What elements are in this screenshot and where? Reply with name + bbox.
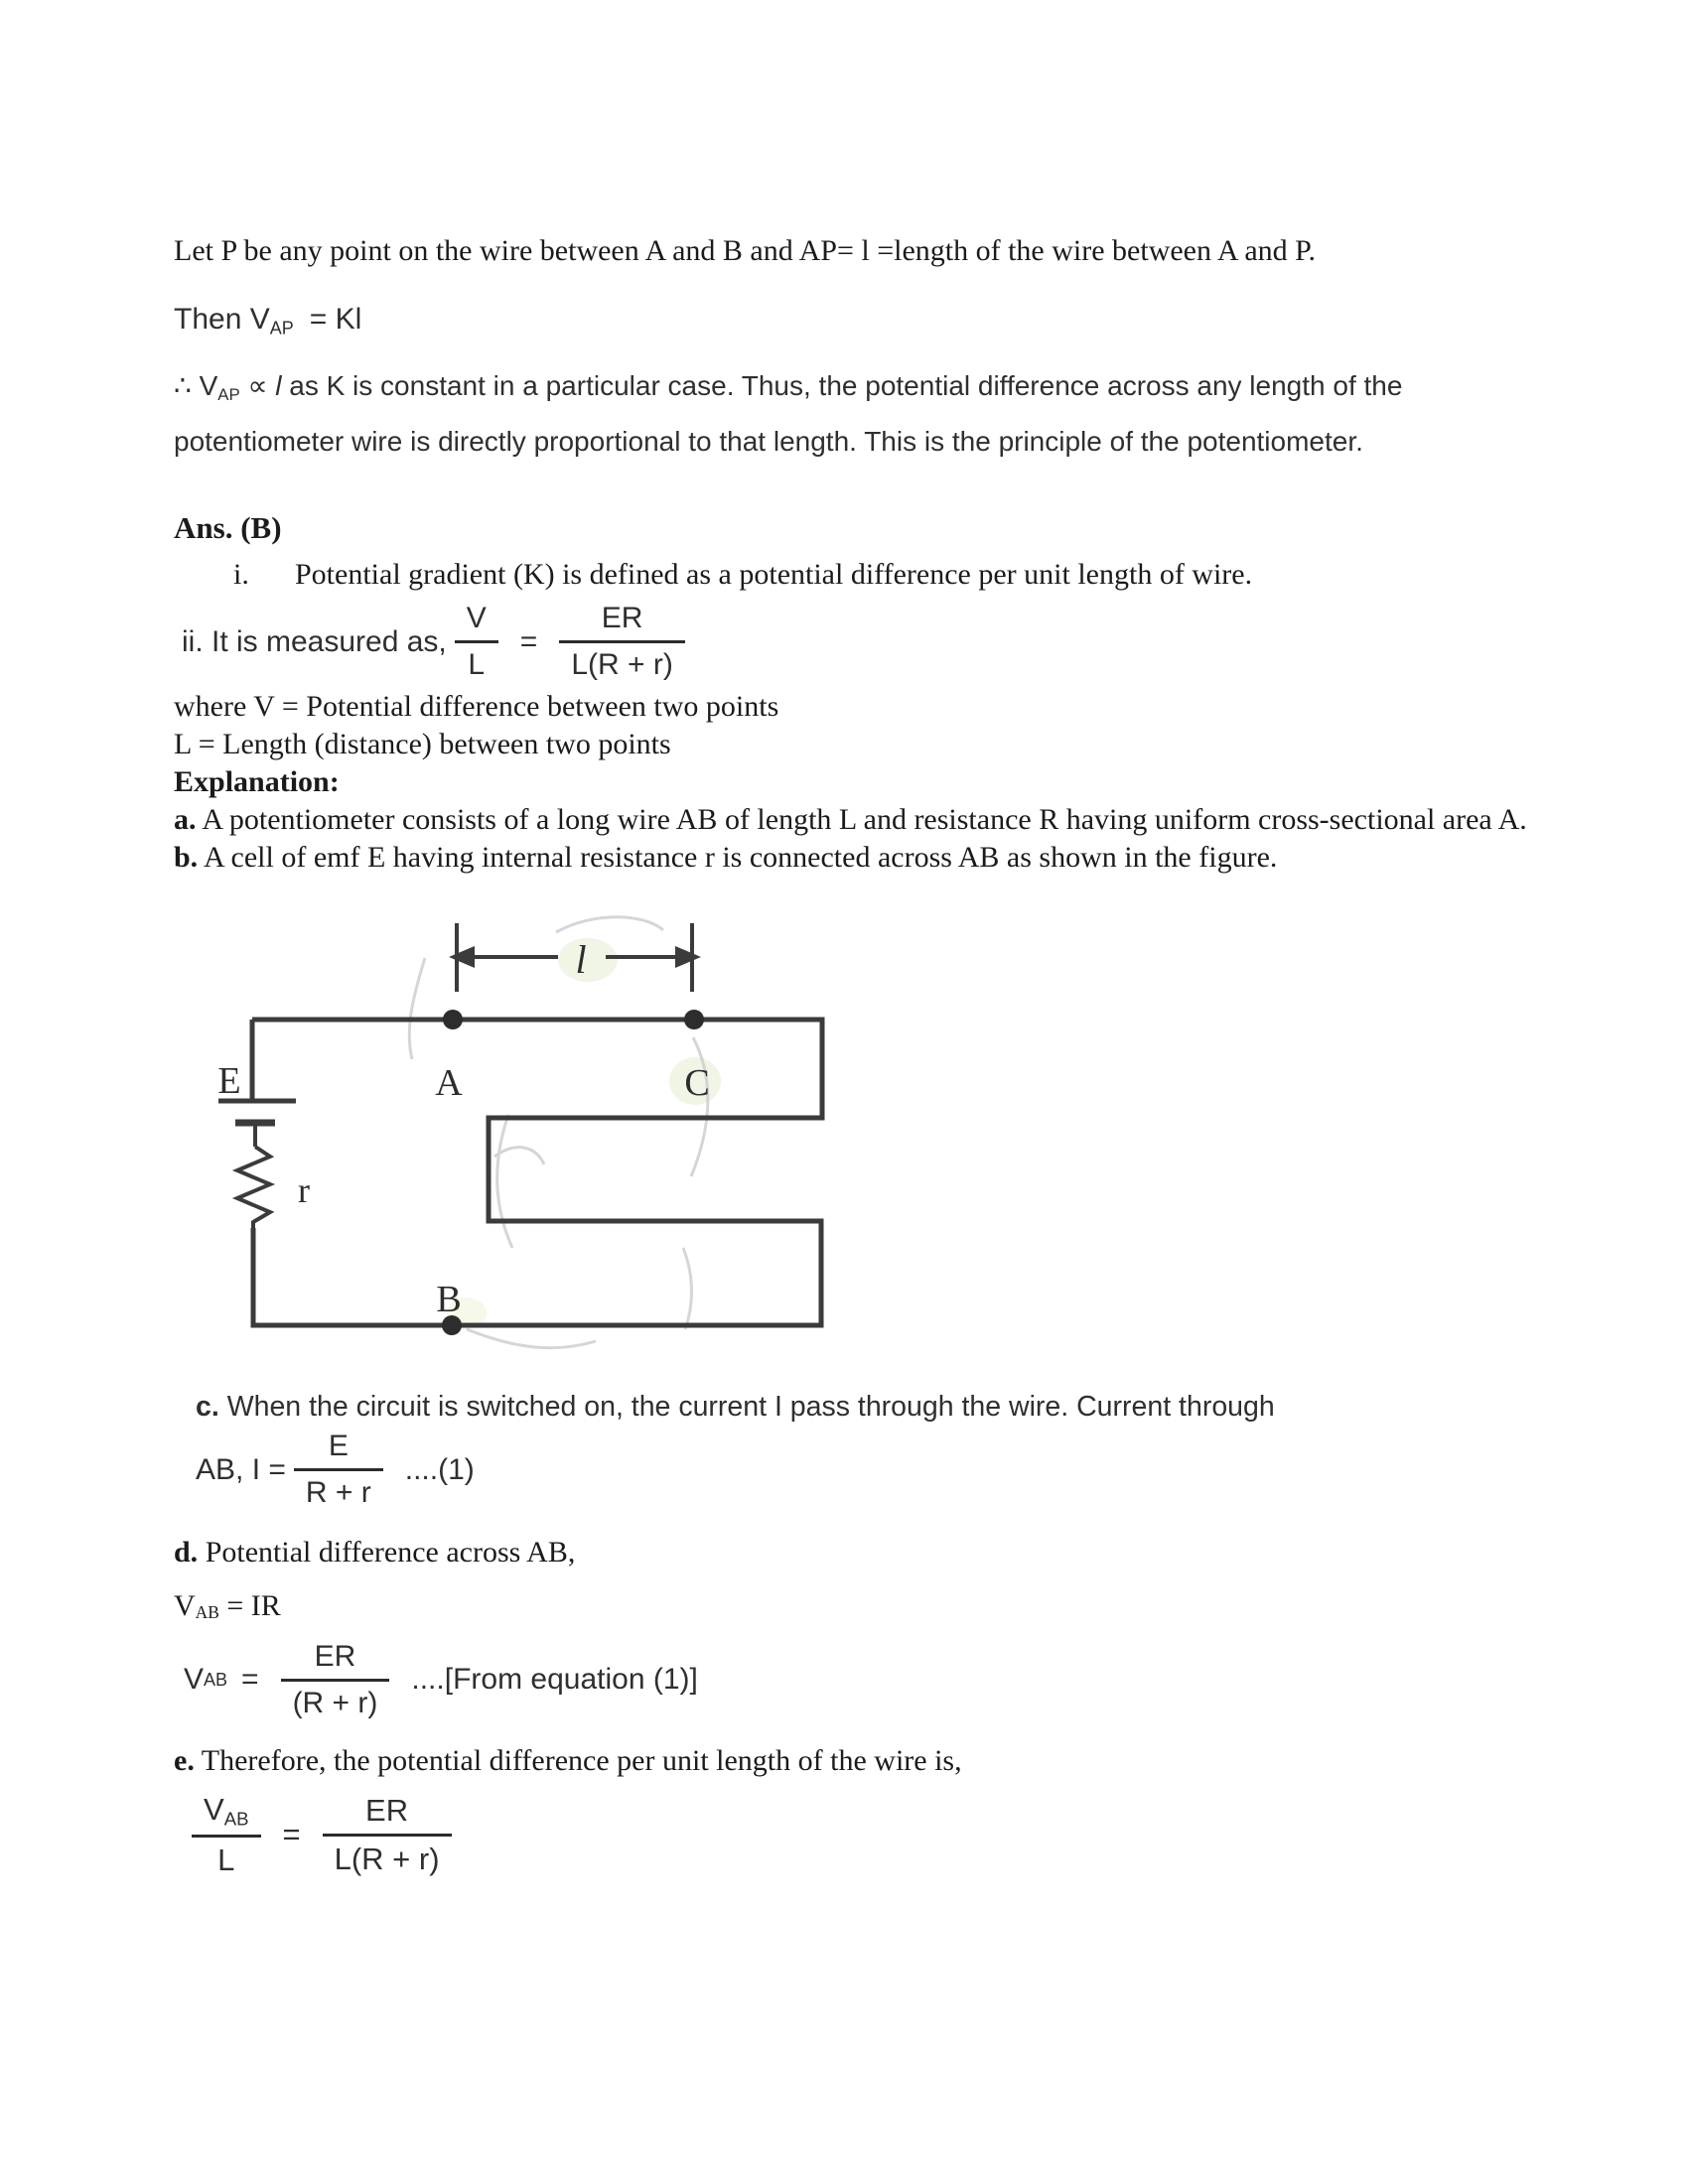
item-e-text: Therefore, the potential difference per unit length of the wire is, xyxy=(194,1743,962,1777)
item-c-marker: c. xyxy=(196,1391,219,1424)
resistor-zigzag xyxy=(237,1147,270,1228)
potentiometer-wire xyxy=(252,1020,822,1325)
fraction-er-over-lrr xyxy=(323,1793,452,1877)
item-a-text: A potentiometer consists of a long wire AB of length L and resistance R having uniform cross-sectional area A. xyxy=(196,803,1527,837)
then-pre: Then V xyxy=(174,303,270,336)
fraction-numerator: V xyxy=(466,602,487,635)
therefore-paragraph xyxy=(174,362,1529,465)
item-e-marker: e. xyxy=(174,1743,195,1777)
intro-paragraph: Let P be any point on the wire between A and B and AP= l =length of the wire between A and P. xyxy=(174,234,1317,267)
fraction-denominator: L xyxy=(217,1843,235,1878)
fraction-denominator: L(R + r) xyxy=(571,648,673,682)
fraction-numerator: ER xyxy=(314,1639,356,1673)
vab-subscript: AB xyxy=(195,1602,219,1623)
explanation-item-c xyxy=(174,1391,1529,1424)
explanation-item-e xyxy=(174,1744,1529,1778)
vab-equation xyxy=(174,1640,1529,1720)
label-point-b: B xyxy=(436,1279,462,1321)
item-ii-lead: ii. It is measured as, xyxy=(182,624,447,658)
therefore-subscript: AP xyxy=(217,385,240,405)
item-i-marker: i. xyxy=(233,558,249,592)
list-item-ii-equation xyxy=(182,602,1529,682)
where-line-l: L = Length (distance) between two points xyxy=(174,728,671,761)
fraction-v-over-l xyxy=(455,602,498,682)
vab-subscript: AB xyxy=(223,1808,249,1830)
fraction-numerator: E xyxy=(328,1430,349,1463)
highlight-smudge xyxy=(558,938,618,982)
final-equation xyxy=(174,1792,1529,1879)
equals-sign: = xyxy=(282,1817,301,1852)
vab-rhs: = IR xyxy=(218,1589,281,1623)
label-point-c: C xyxy=(684,1062,710,1105)
vab-ir-equation xyxy=(174,1589,1529,1623)
equals-sign: = xyxy=(241,1663,259,1697)
fraction-numerator: ER xyxy=(365,1792,409,1828)
equation-reference: ....[From equation (1)] xyxy=(411,1663,698,1697)
item-b-marker: b. xyxy=(174,841,199,875)
list-item-i xyxy=(174,558,1529,592)
therefore-t1: ∴ V xyxy=(174,370,218,402)
explanation-item-b xyxy=(174,839,1529,877)
label-internal-resistance: r xyxy=(298,1170,310,1211)
fraction-e-over-rr xyxy=(294,1430,383,1510)
fraction-er-over-lrr xyxy=(559,602,685,682)
then-subscript: AP xyxy=(269,318,294,339)
eq-current-lead: AB, I = xyxy=(196,1452,286,1486)
fraction-numerator xyxy=(192,1792,261,1836)
then-rhs: = Kl xyxy=(309,303,362,336)
item-a-marker: a. xyxy=(174,803,197,837)
explanation-item-a xyxy=(174,801,1529,839)
item-d-marker: d. xyxy=(174,1536,199,1570)
therefore-t3: as K is constant in a particular case. Thus, the potential difference across any length of the potentiometer wire is directly proportional to that length. This is the principle of the potentiometer. xyxy=(174,370,1403,458)
label-emf: E xyxy=(217,1060,241,1103)
eq-vab-pre: V xyxy=(184,1663,205,1697)
item-d-text: Potential difference across AB, xyxy=(198,1536,576,1570)
definitions-block xyxy=(174,688,1529,877)
terminal-dot-a xyxy=(443,1010,463,1029)
label-length: l xyxy=(575,937,587,983)
length-variable: l xyxy=(275,370,282,402)
explanation-item-d xyxy=(174,1536,1529,1570)
therefore-t2: ∝ xyxy=(239,370,276,402)
where-line-v: where V = Potential difference between two points xyxy=(174,690,779,724)
terminal-dot-c xyxy=(684,1010,704,1029)
fraction-denominator: L(R + r) xyxy=(334,1841,440,1876)
answer-heading: Ans. (B) xyxy=(174,510,282,546)
fraction-numerator: ER xyxy=(601,602,643,635)
eq-vab-subscript: AB xyxy=(204,1669,228,1690)
item-c-text: When the circuit is switched on, the current I pass through the wire. Current through xyxy=(218,1391,1275,1424)
arrow-right-icon xyxy=(675,946,701,968)
vab-pre: V xyxy=(204,1791,224,1827)
equation-number: ....(1) xyxy=(404,1452,475,1486)
explanation-heading: Explanation: xyxy=(174,765,340,799)
fraction-denominator: R + r xyxy=(305,1476,371,1510)
then-equation-line xyxy=(174,303,1529,339)
fraction-vab-over-l xyxy=(192,1792,261,1879)
potentiometer-circuit-figure xyxy=(159,910,854,1387)
equals-sign: = xyxy=(519,624,538,658)
fraction-denominator: L xyxy=(468,648,486,682)
item-b-text: A cell of emf E having internal resistance r is connected across AB as shown in the figure. xyxy=(198,841,1278,875)
fraction-er-over-rr xyxy=(281,1640,390,1720)
item-i-text: Potential gradient (K) is defined as a potential difference per unit length of wire. xyxy=(295,558,1253,592)
arrow-left-icon xyxy=(449,946,475,968)
vab-pre: V xyxy=(174,1589,196,1623)
label-point-a: A xyxy=(435,1062,463,1105)
fraction-denominator: (R + r) xyxy=(292,1686,378,1719)
current-equation xyxy=(174,1430,1529,1510)
